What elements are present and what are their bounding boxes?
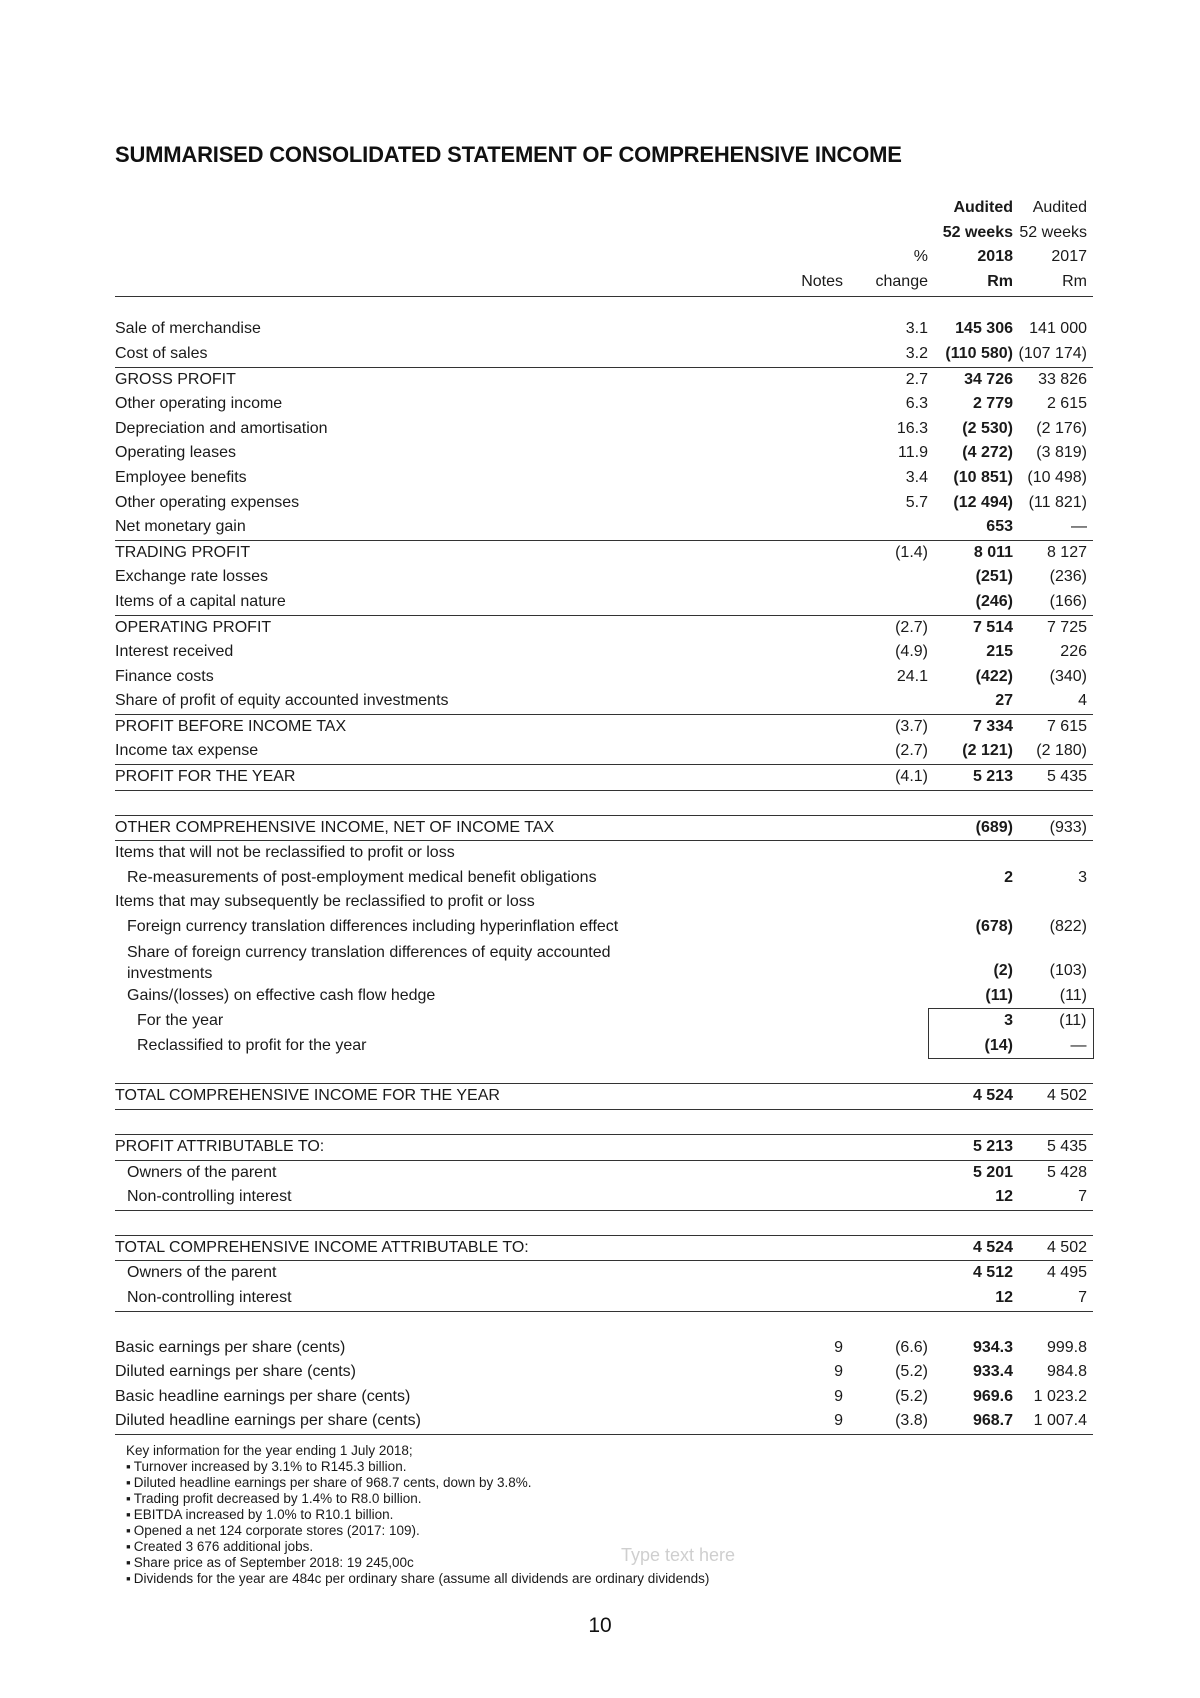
row-value-2018: 5 213: [928, 1135, 1013, 1161]
row-value-2018: 8 011: [928, 540, 1013, 565]
row-value-2017: 2 615: [1046, 395, 1087, 413]
row-change: [843, 590, 928, 615]
row-value-2017: [1013, 890, 1093, 915]
header-unit-2018: Rm: [928, 270, 1013, 297]
table-row: [115, 491, 1093, 516]
row-value-2018: 34 726: [928, 367, 1013, 392]
row-label: Non-controlling interest: [115, 1286, 693, 1311]
table-row: [115, 841, 1093, 866]
row-change: 24.1: [896, 667, 928, 685]
table-row: [115, 1034, 1093, 1059]
row-notes: [693, 1235, 843, 1261]
row-value-2018: 145 306: [955, 320, 1013, 338]
row-value-2017: (11): [1013, 1009, 1093, 1034]
row-notes: [693, 1286, 843, 1311]
row-change: 2.7: [843, 367, 928, 392]
row-notes: [693, 765, 843, 791]
row-label: TOTAL COMPREHENSIVE INCOME ATTRIBUTABLE TO:: [115, 1235, 693, 1261]
row-label: Employee benefits: [115, 468, 247, 486]
row-value-2017: (340): [1049, 667, 1087, 685]
row-label: GROSS PROFIT: [115, 367, 693, 392]
table-row: [115, 665, 1093, 690]
row-value-2017: 4: [1078, 692, 1087, 710]
key-info-item: ▪ Created 3 676 additional jobs.: [126, 1539, 709, 1555]
row-notes: [693, 665, 843, 690]
row-change: [843, 1160, 928, 1185]
row-value-2018: 5 213: [928, 765, 1013, 791]
row-value-2018: 2 779: [972, 395, 1013, 413]
row-label: Owners of the parent: [127, 1163, 277, 1181]
key-info-item: ▪ Trading profit decreased by 1.4% to R8.0 billion.: [126, 1491, 709, 1507]
row-label: Non-controlling interest: [115, 1185, 693, 1210]
row-notes: [693, 615, 843, 640]
row-notes: [693, 890, 843, 915]
table-row: [115, 1336, 1093, 1361]
row-value-2018: (251): [975, 568, 1013, 586]
row-value-2018: 969.6: [972, 1387, 1013, 1405]
row-value-2017: 4 495: [1046, 1264, 1087, 1282]
row-change: 11.9: [898, 444, 928, 462]
row-notes: [693, 841, 843, 866]
row-label: Basic earnings per share (cents): [115, 1338, 346, 1356]
table-row: [115, 1009, 1093, 1034]
row-change: 5.7: [905, 493, 928, 511]
row-value-2018: [928, 890, 1013, 915]
row-notes: [693, 491, 843, 516]
row-notes: [693, 441, 843, 466]
row-label: TRADING PROFIT: [115, 540, 693, 565]
row-notes: [693, 815, 843, 841]
row-value-2017: 1 023.2: [1033, 1387, 1087, 1405]
row-notes: [693, 590, 843, 615]
row-notes: [693, 565, 843, 590]
row-label: TOTAL COMPREHENSIVE INCOME FOR THE YEAR: [115, 1084, 693, 1110]
row-label: Diluted earnings per share (cents): [115, 1363, 357, 1381]
row-notes: [693, 739, 843, 764]
row-value-2018: 27: [995, 692, 1013, 710]
row-change: [843, 815, 928, 841]
row-value-2018: 215: [986, 643, 1013, 661]
header-audited-2017: Audited: [1032, 199, 1087, 216]
table-row: [115, 367, 1093, 392]
row-value-2017: 999.8: [1046, 1338, 1087, 1356]
row-label: Depreciation and amortisation: [115, 419, 328, 437]
row-change: [843, 1261, 928, 1286]
row-notes: [693, 1261, 843, 1286]
row-value-2018: (689): [928, 815, 1013, 841]
row-value-2017: (103): [1049, 962, 1087, 980]
row-notes: 9: [693, 1409, 843, 1434]
row-change: [843, 1009, 928, 1034]
text-placeholder[interactable]: Type text here: [621, 1545, 736, 1565]
row-change: [843, 565, 928, 590]
row-label: PROFIT FOR THE YEAR: [115, 765, 693, 791]
row-change: (3.8): [843, 1409, 928, 1434]
table-row: [115, 739, 1093, 764]
table-row: [115, 714, 1093, 739]
row-notes: [693, 1185, 843, 1210]
row-value-2018: (2 121): [962, 742, 1013, 760]
row-change: [843, 1286, 928, 1311]
row-notes: [693, 1034, 843, 1059]
row-label: PROFIT BEFORE INCOME TAX: [115, 714, 693, 739]
row-value-2017: 1 007.4: [1013, 1409, 1093, 1434]
row-notes: [693, 1009, 843, 1034]
row-value-2018: 4 512: [972, 1264, 1013, 1282]
key-info-item: ▪ EBITDA increased by 1.0% to R10.1 billion.: [126, 1507, 709, 1523]
row-label: Share of profit of equity accounted investments: [115, 692, 449, 710]
table-row: [115, 866, 1093, 891]
row-change: 3.4: [905, 468, 928, 486]
row-notes: [693, 984, 843, 1009]
row-label: OTHER COMPREHENSIVE INCOME, NET OF INCOME TAX: [115, 815, 693, 841]
row-label: Income tax expense: [115, 742, 259, 760]
row-notes: 9: [834, 1363, 843, 1381]
row-value-2018: (110 580): [945, 344, 1013, 362]
row-change: [843, 1235, 928, 1261]
header-row: [115, 221, 1093, 246]
table-row: [115, 1135, 1093, 1161]
row-change: 16.3: [896, 419, 928, 437]
row-change: [843, 890, 928, 915]
table-row: [115, 1360, 1093, 1385]
table-row: [115, 1084, 1093, 1110]
row-value-2018: (10 851): [953, 468, 1013, 486]
row-value-2017: 7: [1013, 1185, 1093, 1210]
row-label: Reclassified to profit for the year: [137, 1037, 367, 1055]
header-row: [115, 245, 1093, 270]
row-notes: [693, 689, 843, 714]
row-notes: [693, 466, 843, 491]
table-row: [115, 1286, 1093, 1311]
statement-title: SUMMARISED CONSOLIDATED STATEMENT OF COMPREHENSIVE INCOME: [115, 142, 902, 167]
table-row: [115, 765, 1093, 791]
table-row: [115, 565, 1093, 590]
table-row: [115, 689, 1093, 714]
table-row: [115, 441, 1093, 466]
row-value-2017: 8 127: [1013, 540, 1093, 565]
table-row: [115, 590, 1093, 615]
row-label: Other operating expenses: [115, 493, 300, 511]
row-change: (3.7): [843, 714, 928, 739]
row-value-2017: [1013, 841, 1093, 866]
row-change: [843, 940, 928, 984]
table-row: [115, 1235, 1093, 1261]
row-value-2017: (933): [1013, 815, 1093, 841]
row-notes: [693, 1084, 843, 1110]
row-change: 6.3: [905, 395, 928, 413]
page-number: 10: [588, 1614, 612, 1637]
row-value-2018: 653: [986, 518, 1013, 536]
row-value-2018: (4 272): [962, 444, 1013, 462]
row-value-2017: 5 435: [1013, 765, 1093, 791]
row-label: Items that may subsequently be reclassified to profit or loss: [115, 893, 535, 911]
row-label: Cost of sales: [115, 344, 208, 362]
row-notes: [693, 342, 843, 367]
row-change: (4.1): [843, 765, 928, 791]
table-row: [115, 615, 1093, 640]
row-value-2017: (3 819): [1036, 444, 1087, 462]
row-value-2018: 12: [928, 1185, 1013, 1210]
row-label: Owners of the parent: [127, 1264, 277, 1282]
row-change: [843, 841, 928, 866]
row-value-2018: 7 334: [928, 714, 1013, 739]
row-value-2018: 12: [928, 1286, 1013, 1311]
row-value-2017: (2 180): [1036, 742, 1087, 760]
header-notes: Notes: [693, 270, 843, 297]
key-info-item: ▪ Share price as of September 2018: 19 245,00c: [126, 1555, 709, 1571]
row-label: Sale of merchandise: [115, 320, 261, 338]
row-notes: [693, 1160, 843, 1185]
row-value-2018: (14): [928, 1034, 1013, 1059]
header-weeks-2017: 52 weeks: [1019, 223, 1087, 241]
row-value-2018: 968.7: [928, 1409, 1013, 1434]
row-notes: [693, 392, 843, 417]
header-change: change: [843, 270, 928, 297]
row-value-2018: (11): [985, 986, 1013, 1004]
row-value-2017: 4 502: [1013, 1235, 1093, 1261]
row-value-2018: 7 514: [928, 615, 1013, 640]
row-value-2017: (11): [1059, 986, 1087, 1004]
table-row: [115, 915, 1093, 940]
row-notes: 9: [834, 1338, 843, 1356]
row-value-2017: (11 821): [1028, 493, 1087, 511]
row-change: [843, 515, 928, 540]
row-value-2018: 934.3: [972, 1338, 1013, 1356]
table-row: [115, 1385, 1093, 1410]
row-change: (2.7): [843, 615, 928, 640]
row-notes: [693, 640, 843, 665]
row-label: Gains/(losses) on effective cash flow hedge: [127, 987, 436, 1005]
row-value-2018: 2: [1004, 868, 1013, 886]
row-label: Basic headline earnings per share (cents): [115, 1387, 411, 1405]
row-value-2017: 984.8: [1046, 1363, 1087, 1381]
table-row: [115, 1409, 1093, 1434]
row-value-2017: —: [1071, 518, 1087, 536]
row-label: Net monetary gain: [115, 518, 246, 536]
row-change: [843, 1084, 928, 1110]
header-row: [115, 270, 1093, 297]
row-value-2018: (246): [975, 592, 1013, 610]
table-row: [115, 890, 1093, 915]
row-notes: [693, 866, 843, 891]
row-change: (5.2): [895, 1363, 928, 1381]
header-year-2018: 2018: [977, 248, 1013, 266]
row-value-2018: (2 530): [962, 419, 1013, 437]
row-value-2018: 4 524: [928, 1235, 1013, 1261]
row-change: 3.1: [905, 320, 928, 338]
row-value-2018: 4 524: [928, 1084, 1013, 1110]
row-value-2017: 7: [1013, 1286, 1093, 1311]
row-notes: 9: [834, 1387, 843, 1405]
row-notes: [693, 540, 843, 565]
row-value-2017: 5 428: [1046, 1163, 1087, 1181]
row-change: (6.6): [895, 1338, 928, 1356]
row-label: For the year: [137, 1012, 224, 1030]
row-value-2017: 33 826: [1013, 367, 1093, 392]
row-label: OPERATING PROFIT: [115, 615, 693, 640]
header-percent: %: [913, 248, 928, 266]
header-year-2017: 2017: [1051, 248, 1087, 266]
row-value-2017: (2 176): [1036, 419, 1087, 437]
row-change: [843, 1135, 928, 1161]
table-row: [115, 1160, 1093, 1185]
header-audited-2018: Audited: [953, 199, 1013, 216]
row-value-2017: 5 435: [1013, 1135, 1093, 1161]
row-change: [843, 1185, 928, 1210]
row-value-2018: [928, 841, 1013, 866]
row-change: (2.7): [895, 742, 928, 760]
row-label: Items of a capital nature: [115, 592, 286, 610]
row-value-2018: (422): [975, 667, 1013, 685]
row-value-2018: 933.4: [972, 1363, 1013, 1381]
row-change: (5.2): [895, 1387, 928, 1405]
row-value-2018: (678): [975, 918, 1013, 936]
income-statement-table: [115, 196, 1094, 1435]
row-change: (1.4): [843, 540, 928, 565]
row-notes: [693, 417, 843, 442]
header-weeks-2018: 52 weeks: [942, 223, 1013, 241]
row-label: Interest received: [115, 643, 234, 661]
table-row: [115, 392, 1093, 417]
row-notes: [693, 367, 843, 392]
row-value-2017: 141 000: [1029, 320, 1087, 338]
row-change: (4.9): [895, 643, 928, 661]
row-value-2017: (107 174): [1018, 344, 1087, 362]
row-label: Other operating income: [115, 395, 283, 413]
row-change: [843, 866, 928, 891]
table-row: [115, 317, 1093, 342]
row-value-2017: (822): [1049, 918, 1087, 936]
row-value-2017: 4 502: [1013, 1084, 1093, 1110]
row-label: Re-measurements of post-employment medical benefit obligations: [127, 868, 597, 886]
table-row: [115, 640, 1093, 665]
row-change: 3.2: [905, 344, 928, 362]
row-value-2017: (166): [1049, 592, 1087, 610]
row-value-2018: 3: [928, 1009, 1013, 1034]
table-row: [115, 515, 1093, 540]
table-row: [115, 540, 1093, 565]
row-label: Diluted headline earnings per share (cents): [115, 1409, 693, 1434]
row-notes: [693, 515, 843, 540]
row-change: [843, 689, 928, 714]
row-label: Finance costs: [115, 667, 214, 685]
row-notes: [693, 915, 843, 940]
row-notes: [693, 317, 843, 342]
key-info-item: ▪ Dividends for the year are 484c per ordinary share (assume all dividends are ordinary dividends): [126, 1571, 709, 1587]
header-row: [115, 196, 1093, 221]
key-info-list: [126, 1459, 709, 1587]
row-value-2018: (2): [993, 962, 1013, 980]
row-value-2017: —: [1013, 1034, 1093, 1059]
header-unit-2017: Rm: [1013, 270, 1093, 297]
table-row: [115, 342, 1093, 367]
table-row: [115, 984, 1093, 1009]
row-value-2017: 7 725: [1013, 615, 1093, 640]
row-notes: [693, 714, 843, 739]
row-label: Items that will not be reclassified to profit or loss: [115, 844, 455, 862]
row-label: Exchange rate losses: [115, 568, 268, 586]
table-row: [115, 466, 1093, 491]
row-notes: [693, 940, 843, 984]
table-row: [115, 417, 1093, 442]
row-label: Foreign currency translation differences including hyperinflation effect: [127, 918, 619, 936]
table-row: [115, 1185, 1093, 1210]
row-label: Operating leases: [115, 444, 236, 462]
row-notes: [693, 1135, 843, 1161]
table-row: [115, 940, 1093, 984]
key-info-item: ▪ Opened a net 124 corporate stores (2017: 109).: [126, 1523, 709, 1539]
table-row: [115, 1261, 1093, 1286]
key-info-heading: Key information for the year ending 1 July 2018;: [126, 1443, 413, 1458]
row-value-2018: 5 201: [972, 1163, 1013, 1181]
row-change: [843, 915, 928, 940]
row-value-2017: 7 615: [1013, 714, 1093, 739]
key-info-item: ▪ Turnover increased by 3.1% to R145.3 billion.: [126, 1459, 709, 1475]
table-row: [115, 815, 1093, 841]
key-info-item: ▪ Diluted headline earnings per share of 968.7 cents, down by 3.8%.: [126, 1475, 709, 1491]
row-value-2017: 3: [1078, 868, 1087, 886]
row-change: [843, 984, 928, 1009]
row-value-2018: (12 494): [953, 493, 1013, 511]
row-value-2017: (10 498): [1027, 468, 1087, 486]
row-label: Share of foreign currency translation differences of equity accounted investments: [127, 943, 611, 982]
row-change: [843, 1034, 928, 1059]
row-label: PROFIT ATTRIBUTABLE TO:: [115, 1135, 693, 1161]
row-value-2017: (236): [1049, 568, 1087, 586]
row-value-2017: 226: [1060, 643, 1087, 661]
